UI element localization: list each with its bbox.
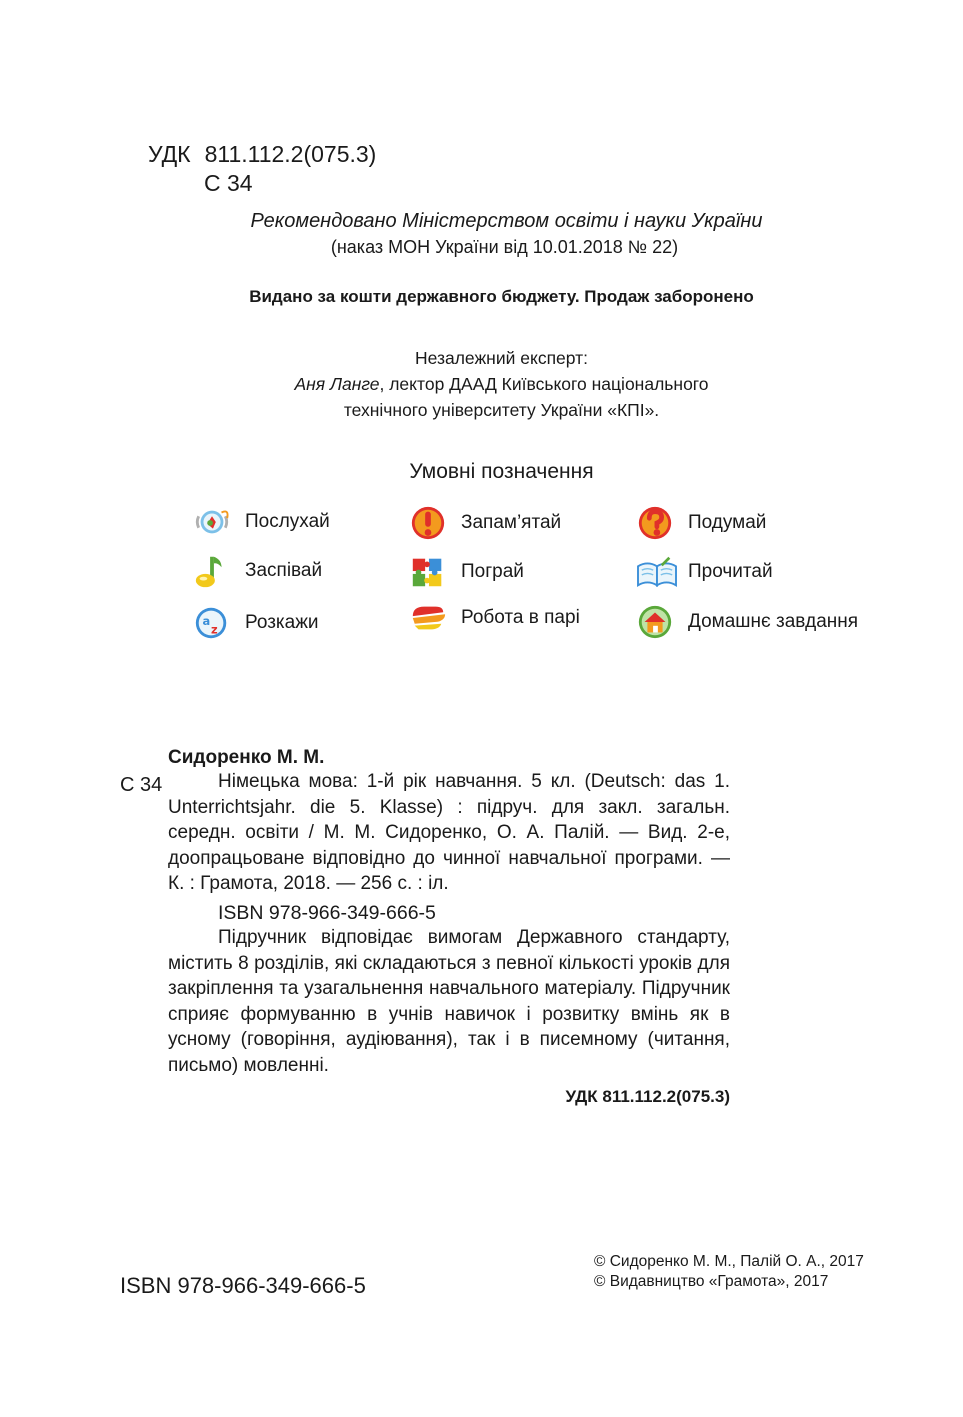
legend-item-listen — [193, 502, 330, 542]
speech-az-icon — [193, 604, 231, 642]
author-name: Сидоренко М. М. — [168, 747, 325, 768]
headphones-icon — [193, 503, 231, 541]
house-icon — [636, 603, 674, 641]
exclamation-icon — [409, 504, 447, 542]
bib-description: Німецька мова: 1-й рік навчання. 5 кл. (Deutsch: das 1. Unterrichtsjahr. die 5. Klasse) : підруч. для закл. загальн. середн. освіти / М. М. Сидоренко, О. А. Палій. — Вид. 2-е, доопрацьоване відповідно до чинної навчальної програми. — К. : Грамота, 2018. — 256 с. : іл. — [168, 771, 730, 894]
legend-item-pair-work — [409, 598, 580, 638]
author-mark: С 34 — [204, 170, 253, 196]
legend-label: Розкажи — [245, 612, 319, 633]
legend-label: Прочитай — [688, 561, 773, 582]
author-mark-bib: С 34 — [120, 774, 163, 796]
expert-line3: технічного університету України «КПІ». — [343, 400, 660, 420]
funding-note: Видано за кошти державного бюджету. Продаж заборонено — [249, 287, 754, 306]
legend-item-play — [409, 552, 524, 592]
bib-isbn: ISBN 978-966-349-666-5 — [218, 902, 436, 924]
bib-udk: УДК 811.112.2(075.3) — [565, 1087, 730, 1106]
ministry-order: (наказ МОН України від 10.01.2018 № 22) — [330, 237, 679, 257]
expert-title: Незалежний експерт: — [414, 348, 589, 368]
legend-label: Пограй — [461, 561, 524, 582]
legend-item-tell — [193, 603, 319, 643]
legend-item-read — [636, 552, 773, 592]
udk-code: 811.112.2(075.3) — [204, 141, 377, 167]
open-book-icon — [636, 553, 678, 591]
legend-label: Робота в парі — [461, 607, 580, 628]
legend-title: Умовні позначення — [409, 460, 594, 483]
expert-position: , лектор ДААД Київського національного — [379, 374, 709, 394]
legend-label: Послухай — [245, 511, 330, 532]
copyright-publisher: © Видавництво «Грамота», 2017 — [594, 1273, 829, 1290]
udk-header — [148, 139, 376, 169]
legend-item-remember — [409, 503, 561, 543]
footer-isbn: ISBN 978-966-349-666-5 — [120, 1273, 366, 1298]
svg-text:a: a — [202, 613, 211, 628]
puzzle-icon — [409, 553, 447, 591]
expert-name: Аня Ланге — [294, 374, 380, 394]
expert-line2 — [40, 371, 963, 397]
udk-label: УДК — [148, 141, 191, 167]
legend-item-sing — [193, 551, 322, 591]
expert-block — [0, 345, 963, 423]
question-icon — [636, 504, 674, 542]
svg-text:z: z — [211, 622, 218, 637]
recommendation: Рекомендовано Міністерством освіти і науки України — [250, 210, 763, 232]
legend-label: Домашнє завдання — [688, 611, 859, 632]
copyright-authors: © Сидоренко М. М., Палій О. А., 2017 — [594, 1253, 864, 1270]
pair-work-icon — [409, 599, 447, 637]
legend-label: Подумай — [688, 512, 767, 533]
legend-label: Заспівай — [245, 560, 323, 581]
legend-item-think — [636, 503, 766, 543]
legend-item-homework — [636, 602, 858, 642]
music-note-icon — [193, 552, 231, 590]
bib-summary: Підручник відповідає вимогам Державного стандарту, містить 8 розділів, які складаються з певної кількості уроків для закріплення та узагальнення навчального матеріалу. Підручник сприяє формуванню в учнів навичок і розвитку вмінь як в усному (говоріння, аудіювання), так і в писемному (читання, письмо) мовленні. — [168, 927, 730, 1076]
legend-label: Запам’ятай — [461, 512, 562, 533]
